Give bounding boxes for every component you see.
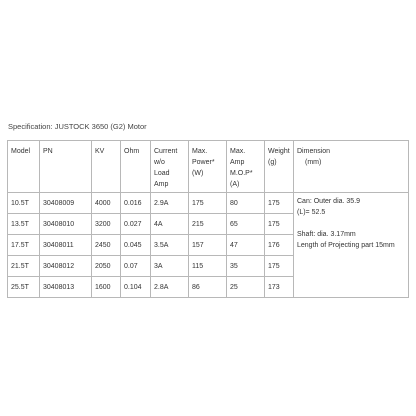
table-body xyxy=(8,193,409,298)
header-current-line: w/o xyxy=(154,159,165,166)
dimension-shaft: Shaft: dia. 3.17mm xyxy=(297,231,356,238)
header-row xyxy=(8,141,409,193)
cell-model: 17.5T xyxy=(8,235,40,256)
cell-kv: 3200 xyxy=(92,214,121,235)
cell-max-power: 157 xyxy=(189,235,227,256)
header-max-power-line: (W) xyxy=(192,170,204,177)
header-model-label: Model xyxy=(11,148,31,155)
cell-model: 25.5T xyxy=(8,277,40,298)
dimension-projecting: Length of Projecting part 15mm xyxy=(297,242,395,249)
cell-current: 2.9A xyxy=(151,193,189,214)
cell-pn: 30408011 xyxy=(40,235,92,256)
header-weight xyxy=(265,141,294,193)
table-header xyxy=(8,141,409,193)
cell-ohm: 0.016 xyxy=(121,193,151,214)
cell-current: 3.5A xyxy=(151,235,189,256)
header-max-amp-line: M.O.P* xyxy=(230,170,253,177)
cell-weight: 175 xyxy=(265,193,294,214)
cell-pn: 30408012 xyxy=(40,256,92,277)
cell-max-amp: 65 xyxy=(227,214,265,235)
dimension-length: (L)= 52.5 xyxy=(297,209,326,216)
header-pn-label: PN xyxy=(43,148,53,155)
header-weight-line: (g) xyxy=(268,159,277,166)
cell-max-power: 115 xyxy=(189,256,227,277)
header-kv-label: KV xyxy=(95,148,105,155)
cell-kv: 2050 xyxy=(92,256,121,277)
spec-table xyxy=(7,140,409,298)
cell-kv: 2450 xyxy=(92,235,121,256)
cell-ohm: 0.104 xyxy=(121,277,151,298)
cell-weight: 176 xyxy=(265,235,294,256)
cell-ohm: 0.045 xyxy=(121,235,151,256)
cell-pn: 30408013 xyxy=(40,277,92,298)
header-current xyxy=(151,141,189,193)
cell-pn: 30408010 xyxy=(40,214,92,235)
cell-weight: 175 xyxy=(265,256,294,277)
cell-kv: 1600 xyxy=(92,277,121,298)
cell-current: 3A xyxy=(151,256,189,277)
table-row xyxy=(8,193,409,214)
header-weight-line: Weight xyxy=(268,148,290,155)
cell-dimension xyxy=(294,193,409,298)
header-current-line: Current xyxy=(154,148,178,155)
cell-current: 2.8A xyxy=(151,277,189,298)
cell-max-amp: 47 xyxy=(227,235,265,256)
header-model xyxy=(8,141,40,193)
cell-model: 13.5T xyxy=(8,214,40,235)
header-max-amp-line: Max. xyxy=(230,148,246,155)
header-dimension xyxy=(294,141,409,193)
header-max-power xyxy=(189,141,227,193)
header-ohm xyxy=(121,141,151,193)
header-dimension-line: (mm) xyxy=(305,159,322,166)
header-max-amp-line: Amp xyxy=(230,159,245,166)
header-current-line: Load xyxy=(154,170,170,177)
cell-max-power: 175 xyxy=(189,193,227,214)
cell-kv: 4000 xyxy=(92,193,121,214)
header-pn xyxy=(40,141,92,193)
cell-model: 21.5T xyxy=(8,256,40,277)
header-current-line: Amp xyxy=(154,181,169,188)
cell-pn: 30408009 xyxy=(40,193,92,214)
header-max-amp xyxy=(227,141,265,193)
cell-current: 4A xyxy=(151,214,189,235)
cell-max-amp: 25 xyxy=(227,277,265,298)
cell-max-amp: 80 xyxy=(227,193,265,214)
header-max-power-line: Power* xyxy=(192,159,215,166)
cell-weight: 175 xyxy=(265,214,294,235)
spec-title: Specification: JUSTOCK 3650 (G2) Motor xyxy=(8,122,147,131)
cell-max-power: 86 xyxy=(189,277,227,298)
header-dimension-line: Dimension xyxy=(297,148,331,155)
cell-ohm: 0.07 xyxy=(121,256,151,277)
header-max-power-line: Max. xyxy=(192,148,208,155)
cell-max-amp: 35 xyxy=(227,256,265,277)
cell-model: 10.5T xyxy=(8,193,40,214)
cell-ohm: 0.027 xyxy=(121,214,151,235)
header-max-amp-line: (A) xyxy=(230,181,240,188)
cell-weight: 173 xyxy=(265,277,294,298)
dimension-can: Can: Outer dia. 35.9 xyxy=(297,198,361,205)
dimension-spacer xyxy=(297,218,405,229)
header-kv xyxy=(92,141,121,193)
cell-max-power: 215 xyxy=(189,214,227,235)
header-ohm-label: Ohm xyxy=(124,148,140,155)
